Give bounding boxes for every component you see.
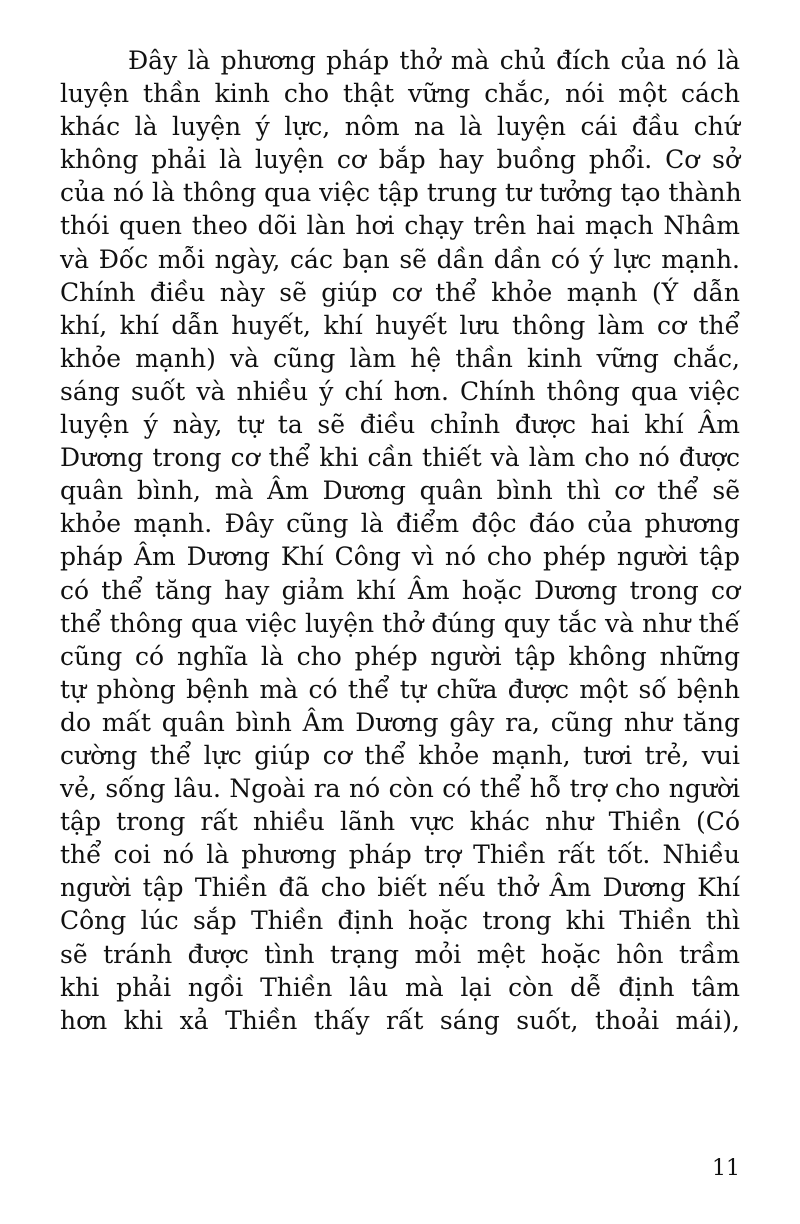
- text-line: do mất quân bình Âm Dương gây ra, cũng như tăng: [60, 707, 740, 737]
- page-number: 11: [712, 1156, 740, 1181]
- text-line: luyện thần kinh cho thật vững chắc, nói một cách: [60, 79, 740, 109]
- text-line: của nó là thông qua việc tập trung tư tưởng tạo thành: [60, 178, 742, 208]
- text-line: thể thông qua việc luyện thở đúng quy tắc và như thế: [60, 608, 740, 638]
- text-line: vẻ, sống lâu. Ngoài ra nó còn có thể hỗ trợ cho người: [60, 774, 740, 804]
- text-line: cũng có nghĩa là cho phép người tập không những: [60, 641, 740, 671]
- text-line: tập trong rất nhiều lãnh vực khác như Thiền (Có: [60, 807, 740, 837]
- body-paragraph: [60, 44, 740, 1037]
- text-line: thể coi nó là phương pháp trợ Thiền rất tốt. Nhiều: [60, 840, 740, 870]
- text-line: pháp Âm Dương Khí Công vì nó cho phép người tập: [60, 542, 740, 572]
- text-line: sáng suốt và nhiều ý chí hơn. Chính thông qua việc: [60, 376, 740, 406]
- text-line: Đây là phương pháp thở mà chủ đích của nó là: [128, 46, 740, 75]
- text-line: có thể tăng hay giảm khí Âm hoặc Dương trong cơ: [60, 575, 740, 605]
- text-line: Công lúc sắp Thiền định hoặc trong khi Thiền thì: [60, 906, 740, 936]
- text-line: Chính điều này sẽ giúp cơ thể khỏe mạnh (Ý dẫn: [60, 277, 740, 307]
- text-line: tự phòng bệnh mà có thể tự chữa được một số bệnh: [60, 674, 740, 704]
- text-line: sẽ tránh được tình trạng mỏi mệt hoặc hôn trầm: [60, 939, 740, 969]
- text-line: khi phải ngồi Thiền lâu mà lại còn dễ định tâm: [60, 972, 740, 1002]
- text-line: không phải là luyện cơ bắp hay buồng phổi. Cơ sở: [60, 145, 740, 175]
- text-line: khí, khí dẫn huyết, khí huyết lưu thông làm cơ thể: [60, 310, 740, 340]
- text-line: luyện ý này, tự ta sẽ điều chỉnh được hai khí Âm: [60, 410, 740, 440]
- text-line: người tập Thiền đã cho biết nếu thở Âm Dương Khí: [60, 873, 740, 903]
- text-line: Dương trong cơ thể khi cần thiết và làm cho nó được: [60, 443, 740, 473]
- text-line: thói quen theo dõi làn hơi chạy trên hai mạch Nhâm: [60, 211, 740, 241]
- text-line: khỏe mạnh. Đây cũng là điểm độc đáo của phương: [60, 509, 740, 539]
- text-line: hơn khi xả Thiền thấy rất sáng suốt, thoải mái),: [60, 1005, 740, 1035]
- text-line: và Đốc mỗi ngày, các bạn sẽ dần dần có ý lực mạnh.: [60, 244, 740, 274]
- text-line: quân bình, mà Âm Dương quân bình thì cơ thể sẽ: [60, 476, 740, 506]
- text-line: khác là luyện ý lực, nôm na là luyện cái đầu chứ: [60, 112, 740, 142]
- text-line: khỏe mạnh) và cũng làm hệ thần kinh vững chắc,: [60, 343, 740, 373]
- text-line: cường thể lực giúp cơ thể khỏe mạnh, tươi trẻ, vui: [60, 740, 740, 770]
